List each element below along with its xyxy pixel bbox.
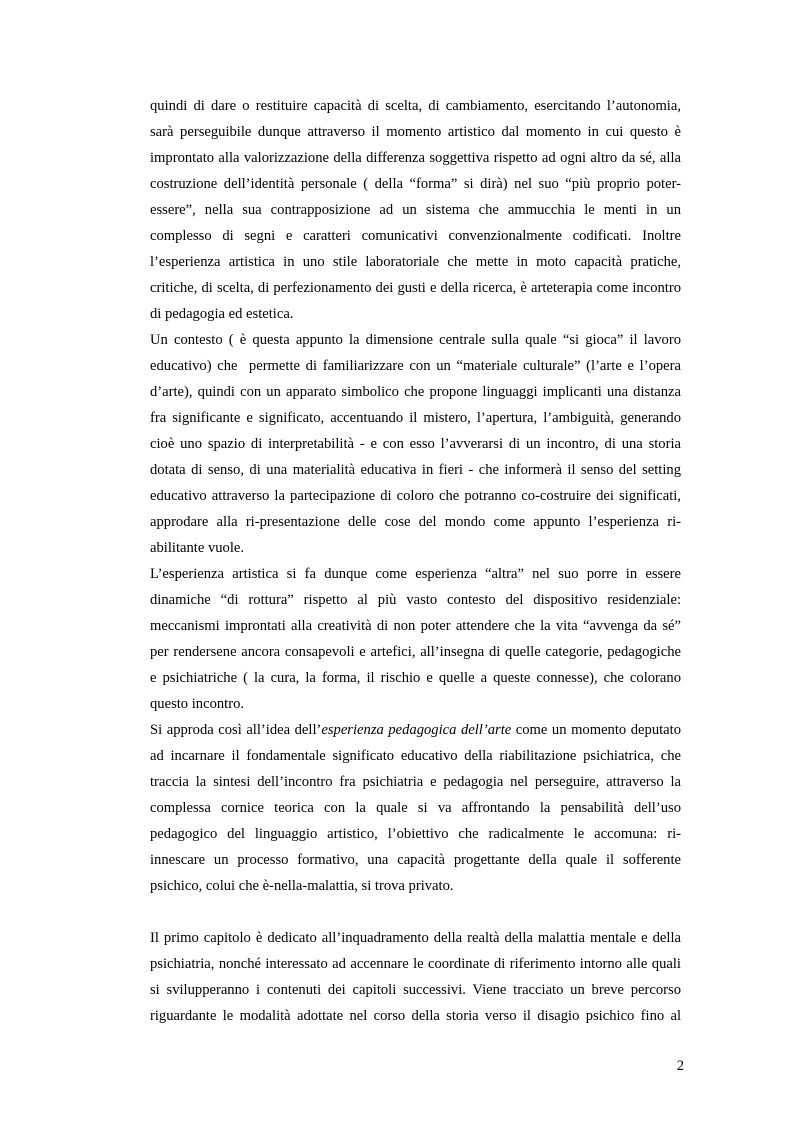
text-run: Si approda così all’idea dell’ bbox=[150, 722, 322, 738]
italic-phrase: esperienza pedagogica dell’arte bbox=[321, 722, 512, 738]
text-line: questo incontro. bbox=[150, 696, 245, 712]
text-line: dinamiche “di rottura” rispetto al più vasto contesto del dispositivo residenziale: bbox=[150, 592, 681, 608]
text-line: traccia la sintesi dell’incontro fra psichiatria e pedagogia nel perseguire, attraverso la bbox=[150, 774, 681, 790]
paragraph-3 bbox=[150, 561, 681, 717]
text-line: critiche, di scelta, di perfezionamento dei gusti e della ricerca, è arteterapia come incontro bbox=[150, 280, 681, 296]
text-line: d’arte), quindi con un apparato simbolico che propone linguaggi implicanti una distanza bbox=[150, 384, 681, 400]
text-line: abilitante vuole. bbox=[150, 540, 245, 556]
paragraph-2 bbox=[150, 327, 681, 561]
text-line: riguardante le modalità adottate nel corso della storia verso il disagio psichico fino al bbox=[150, 1008, 681, 1024]
text-line: pedagogico del linguaggio artistico, l’obiettivo che radicalmente le accomuna: ri- bbox=[150, 826, 681, 842]
text-line: educativo attraverso la partecipazione di coloro che potranno co-costruire dei significati, bbox=[150, 488, 681, 504]
text-line: approdare alla ri-presentazione delle cose del mondo come appunto l’esperienza ri- bbox=[150, 514, 681, 530]
text-line: educativo) che permette di familiarizzare con un “materiale culturale” (l’arte e l’opera bbox=[150, 358, 681, 374]
paragraph-4 bbox=[150, 717, 681, 899]
text-line: Il primo capitolo è dedicato all’inquadramento della realtà della malattia mentale e della bbox=[150, 930, 681, 946]
text-line: di pedagogia ed estetica. bbox=[150, 306, 294, 322]
text-line: e psichiatriche ( la cura, la forma, il rischio e quelle a queste connesse), che colorano bbox=[150, 670, 681, 686]
text-line bbox=[150, 717, 681, 743]
text-line: sarà perseguibile dunque attraverso il momento artistico dal momento in cui questo è bbox=[150, 124, 681, 140]
text-line: essere”, nella sua contrapposizione ad un sistema che ammucchia le menti in un bbox=[150, 202, 681, 218]
text-line: cioè uno spazio di interpretabilità - e con esso l’avverarsi di un incontro, di una storia bbox=[150, 436, 681, 452]
text-line: dotata di senso, di una materialità educativa in fieri - che informerà il senso del setting bbox=[150, 462, 681, 478]
text-line: psichico, colui che è-nella-malattia, si trova privato. bbox=[150, 878, 454, 894]
paragraph-1 bbox=[150, 93, 681, 327]
text-line: Un contesto ( è questa appunto la dimensione centrale sulla quale “si gioca” il lavoro bbox=[150, 332, 681, 348]
text-line: psichiatria, nonché interessato ad accennare le coordinate di riferimento intorno alle quali bbox=[150, 956, 681, 972]
document-page bbox=[150, 93, 681, 1029]
text-line: costruzione dell’identità personale ( della “forma” si dirà) nel suo “più proprio poter- bbox=[150, 176, 681, 192]
text-line: per rendersene ancora consapevoli e artefici, all’insegna di quelle categorie, pedagogiche bbox=[150, 644, 681, 660]
text-line: complessa cornice teorica con la quale si va affrontando la pensabilità dell’uso bbox=[150, 800, 681, 816]
text-line: complesso di segni e caratteri comunicativi convenzionalmente codificati. Inoltre bbox=[150, 228, 681, 244]
text-line: l’esperienza artistica in uno stile laboratoriale che mette in moto capacità pratiche, bbox=[150, 254, 681, 270]
text-line: si svilupperanno i contenuti dei capitoli successivi. Viene tracciato un breve percorso bbox=[150, 982, 681, 998]
text-line: L’esperienza artistica si fa dunque come esperienza “altra” nel suo porre in essere bbox=[150, 566, 681, 582]
text-line: ad incarnare il fondamentale significato educativo della riabilitazione psichiatrica, che bbox=[150, 748, 681, 764]
text-line: quindi di dare o restituire capacità di scelta, di cambiamento, esercitando l’autonomia, bbox=[150, 98, 681, 114]
paragraph-5 bbox=[150, 925, 681, 1029]
text-line: meccanismi improntati alla creatività di non poter attendere che la vita “avvenga da sé” bbox=[150, 618, 681, 634]
text-line: fra significante e significato, accentuando il mistero, l’apertura, l’ambiguità, generando bbox=[150, 410, 681, 426]
page-number: 2 bbox=[676, 1058, 684, 1074]
text-line: innescare un processo formativo, una capacità progettante della quale il sofferente bbox=[150, 852, 681, 868]
text-run: come un momento deputato bbox=[511, 722, 681, 738]
text-line: improntato alla valorizzazione della differenza soggettiva rispetto ad ogni altro da sé, alla bbox=[150, 150, 681, 166]
